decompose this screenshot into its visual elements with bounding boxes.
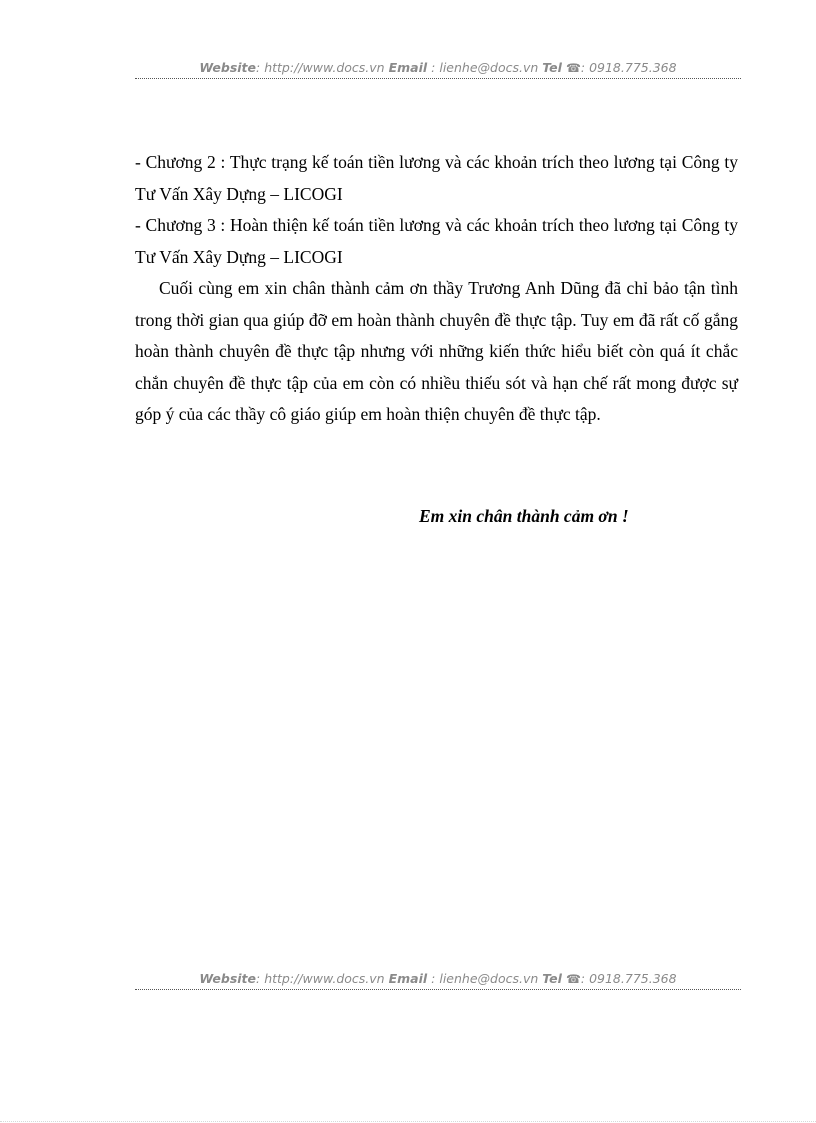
header-divider xyxy=(135,78,741,79)
document-body xyxy=(135,147,738,431)
phone-icon: ☎ xyxy=(565,61,581,75)
footer-website-link[interactable]: : http://www.docs.vn xyxy=(256,971,385,986)
header-tel-value: : 0918.775.368 xyxy=(580,60,677,75)
footer-divider xyxy=(135,989,741,990)
closing-thanks: Em xin chân thành cảm ơn ! xyxy=(419,506,629,526)
header-website-link[interactable]: : http://www.docs.vn xyxy=(256,60,385,75)
chapter-3-line: - Chương 3 : Hoàn thiện kế toán tiền lương và các khoản trích theo lương tại Công ty Tư Vấn Xây Dựng – LICOGI xyxy=(135,215,738,267)
page-footer xyxy=(135,971,741,987)
header-email-link[interactable]: : lienhe@docs.vn xyxy=(431,60,539,75)
footer-tel-label: Tel xyxy=(542,971,562,986)
page-edge-divider xyxy=(0,1121,816,1122)
header-website-label: Website xyxy=(199,60,257,75)
chapter-2-line: - Chương 2 : Thực trạng kế toán tiền lương và các khoản trích theo lương tại Công ty Tư Vấn Xây Dựng – LICOGI xyxy=(135,152,738,204)
header-tel-label: Tel xyxy=(542,60,562,75)
acknowledgement-paragraph: Cuối cùng em xin chân thành cảm ơn thầy Trương Anh Dũng đã chỉ bảo tận tình trong thời gian qua giúp đỡ em hoàn thành chuyên đề thực tập. Tuy em đã rất cố gắng hoàn thành chuyên đề thực tập nhưng với những kiến thức hiểu biết còn quá ít chắc chắn chuyên đề thực tập của em còn có nhiều thiếu sót và hạn chế rất mong được sự góp ý của các thầy cô giáo giúp em hoàn thiện chuyên đề thực tập. xyxy=(135,278,738,424)
header-email-label: Email xyxy=(388,60,428,75)
footer-website-label: Website xyxy=(199,971,257,986)
footer-email-link[interactable]: : lienhe@docs.vn xyxy=(431,971,539,986)
footer-email-label: Email xyxy=(388,971,428,986)
footer-tel-value: : 0918.775.368 xyxy=(580,971,677,986)
phone-icon: ☎ xyxy=(565,972,581,986)
page-header xyxy=(135,60,741,76)
